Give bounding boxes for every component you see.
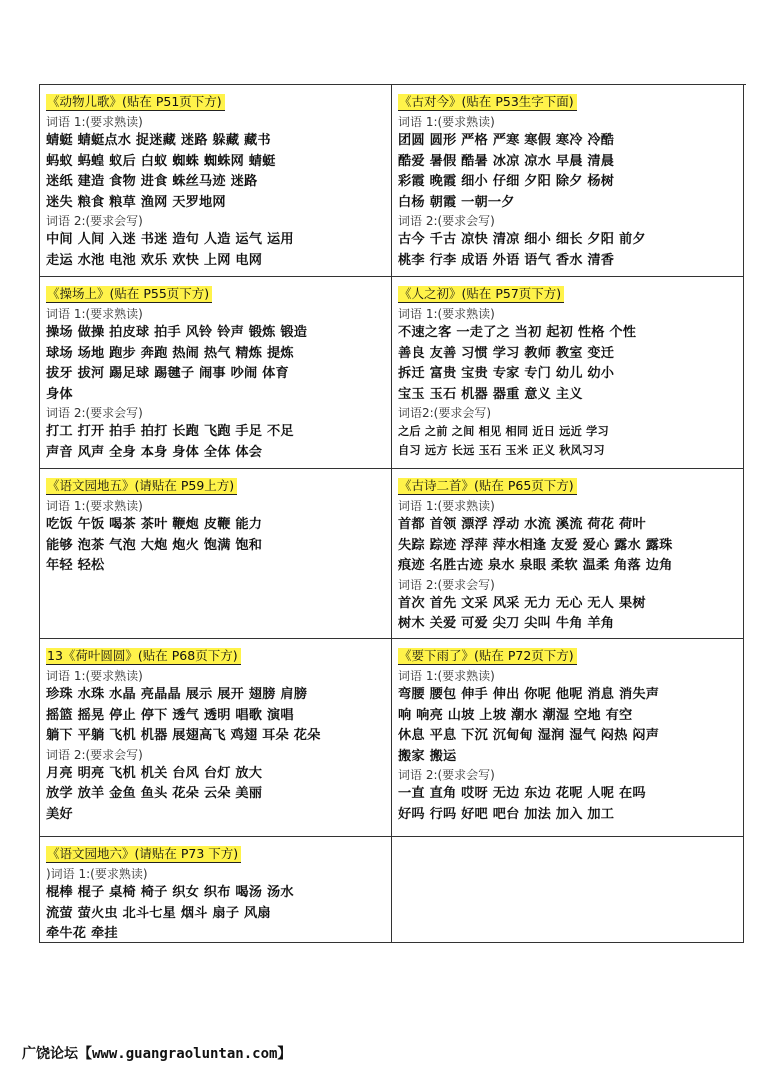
lesson-cell [392,639,744,837]
word-line: 迷纸 建造 食物 进食 蛛丝马迹 迷路 [46,174,258,189]
lesson-cell [40,85,392,277]
section-label-read: 词语 1:(要求熟读) [46,307,143,321]
word-line: 打工 打开 拍手 拍打 长跑 飞跑 手足 不足 [46,424,294,439]
word-line: 操场 做操 拍皮球 拍手 风铃 铃声 锻炼 锻造 [46,325,308,340]
word-line: 白杨 朝霞 一朝一夕 [398,194,515,210]
section-label-read: 词语 1:(要求熟读) [398,499,495,513]
word-line: 弯腰 腰包 伸手 伸出 你呢 他呢 消息 消失声 [398,687,660,702]
table-row [40,277,746,469]
lesson-cell [40,639,392,837]
lesson-cell [40,469,392,639]
word-line: 走运 水池 电池 欢乐 欢快 上网 电网 [46,252,263,268]
word-line: 休息 平息 下沉 沉甸甸 湿润 湿气 闷热 闷声 [398,728,660,743]
lesson-title: 《人之初》(贴在 P57页下方) [398,286,564,303]
word-line: 中间 人间 入迷 书迷 造句 人造 运气 运用 [46,232,294,247]
section-label-write: 词语 2:(要求会写) [46,406,143,420]
table-row [40,469,746,639]
word-line: 拔牙 拔河 踢足球 踢毽子 闹事 吵闹 体育 [46,366,289,381]
word-line: 吃饭 午饭 喝茶 茶叶 鞭炮 皮鞭 能力 [46,517,263,532]
word-line: 好吗 行吗 好吧 吧台 加法 加入 加工 [398,806,615,822]
section-label-read: 词语 1:(要求熟读) [46,499,143,513]
section-label-read: 词语 1:(要求熟读) [398,115,495,129]
word-line: 一直 直角 哎呀 无边 东边 花呢 人呢 在吗 [398,786,646,801]
lesson-title: 《语文园地五》(请贴在 P59上方) [46,478,237,495]
vocabulary-table [39,84,746,943]
section-label-read: 词语 1:(要求熟读) [46,669,143,683]
word-line: 失踪 踪迹 浮萍 萍水相逢 友爱 爱心 露水 露珠 [398,537,673,553]
word-line: 蜻蜓 蜻蜓点水 捉迷藏 迷路 躲藏 藏书 [46,133,271,148]
section-label-read: 词语 1:(要求熟读) [46,115,143,129]
word-line: 彩霞 晚霞 细小 仔细 夕阳 除夕 杨树 [398,174,615,189]
word-line: 痕迹 名胜古迹 泉水 泉眼 柔软 温柔 角落 边角 [398,558,673,573]
site-footer: 广饶论坛【www.guangraoluntan.com】 [22,1046,292,1062]
section-label-write: 词语2:(要求会写) [398,406,492,420]
table-row [40,639,746,837]
lesson-cell [40,277,392,469]
word-line: 声音 风声 全身 本身 身体 全体 体会 [46,444,263,460]
lesson-title: 《要下雨了》(贴在 P72页下方) [398,648,577,665]
word-line: 首都 首领 漂浮 浮动 水流 溪流 荷花 荷叶 [398,517,646,532]
word-line: 搬家 搬运 [398,748,457,764]
word-line: 团圆 圆形 严格 严寒 寒假 寒冷 冷酷 [398,133,615,148]
word-line: 不速之客 一走了之 当初 起初 性格 个性 [398,325,637,340]
section-label-read: 词语 1:(要求熟读) [398,669,495,683]
empty-cell [392,837,744,943]
lesson-title: 《动物儿歌》(贴在 P51页下方) [46,94,225,111]
word-line: 酷爱 暑假 酷暑 冰凉 凉水 早晨 清晨 [398,153,615,169]
word-line: 流萤 萤火虫 北斗七星 烟斗 扇子 风扇 [46,905,271,921]
word-line: 蚂蚁 蚂蝗 蚁后 白蚁 蜘蛛 蜘蛛网 蜻蜓 [46,153,276,169]
word-line: 宝玉 玉石 机器 器重 意义 主义 [398,386,583,402]
word-line: 摇篮 摇晃 停止 停下 透气 透明 唱歌 演唱 [46,707,294,723]
section-label-read: )词语 1:(要求熟读) [46,867,148,881]
word-line: 迷失 粮食 粮草 渔网 天罗地网 [46,194,226,210]
section-label-write: 词语 2:(要求会写) [398,577,495,592]
lesson-cell [40,837,392,943]
word-line: 首次 首先 文采 风采 无力 无心 无人 果树 [398,595,646,611]
section-label-read: 词语 1:(要求熟读) [398,307,495,321]
word-line: 响 响亮 山坡 上坡 潮水 潮湿 空地 有空 [398,707,633,723]
word-line: 树木 关爱 可爱 尖刀 尖叫 牛角 羊角 [398,616,615,631]
lesson-cell [392,469,744,639]
table-row [40,837,746,943]
word-line: 美好 [46,806,73,822]
word-line: 珍珠 水珠 水晶 亮晶晶 展示 展开 翅膀 肩膀 [46,687,308,702]
section-label-write: 词语 2:(要求会写) [46,214,143,228]
word-line: 棍棒 棍子 桌椅 椅子 织女 织布 喝汤 汤水 [46,885,294,900]
lesson-title: 《古诗二首》(贴在 P65页下方) [398,478,577,495]
word-line: 身体 [46,386,73,402]
word-line: 自习 远方 长远 玉石 玉米 正义 秋风习习 [398,443,605,457]
word-line: 年轻 轻松 [46,558,105,573]
word-line: 拆迁 富贵 宝贵 专家 专门 幼儿 幼小 [398,366,615,381]
word-line: 之后 之前 之间 相见 相同 近日 远近 学习 [398,424,609,438]
word-line: 放学 放羊 金鱼 鱼头 花朵 云朵 美丽 [46,786,263,801]
lesson-title: 《古对今》(贴在 P53生字下面) [398,94,577,111]
lesson-title: 13《荷叶圆圆》(贴在 P68页下方) [46,648,241,665]
lesson-cell [392,277,744,469]
table-row [40,85,746,277]
word-line: 能够 泡茶 气泡 大炮 炮火 饱满 饱和 [46,537,263,553]
word-line: 牵牛花 牵挂 [46,926,118,941]
word-line: 月亮 明亮 飞机 机关 台风 台灯 放大 [46,765,263,781]
word-line: 古今 千古 凉快 清凉 细小 细长 夕阳 前夕 [398,232,646,247]
section-label-write: 词语 2:(要求会写) [398,214,495,228]
word-line: 善良 友善 习惯 学习 教师 教室 变迁 [398,345,615,361]
lesson-title: 《语文园地六》(请贴在 P73 下方) [46,846,241,863]
lesson-title: 《操场上》(贴在 P55页下方) [46,286,212,303]
section-label-write: 词语 2:(要求会写) [398,768,495,782]
word-line: 躺下 平躺 飞机 机器 展翅高飞 鸡翅 耳朵 花朵 [46,728,321,743]
section-label-write: 词语 2:(要求会写) [46,747,143,762]
word-line: 球场 场地 跑步 奔跑 热闹 热气 精炼 提炼 [46,345,294,361]
lesson-cell [392,85,744,277]
word-line: 桃李 行李 成语 外语 语气 香水 清香 [398,252,615,268]
